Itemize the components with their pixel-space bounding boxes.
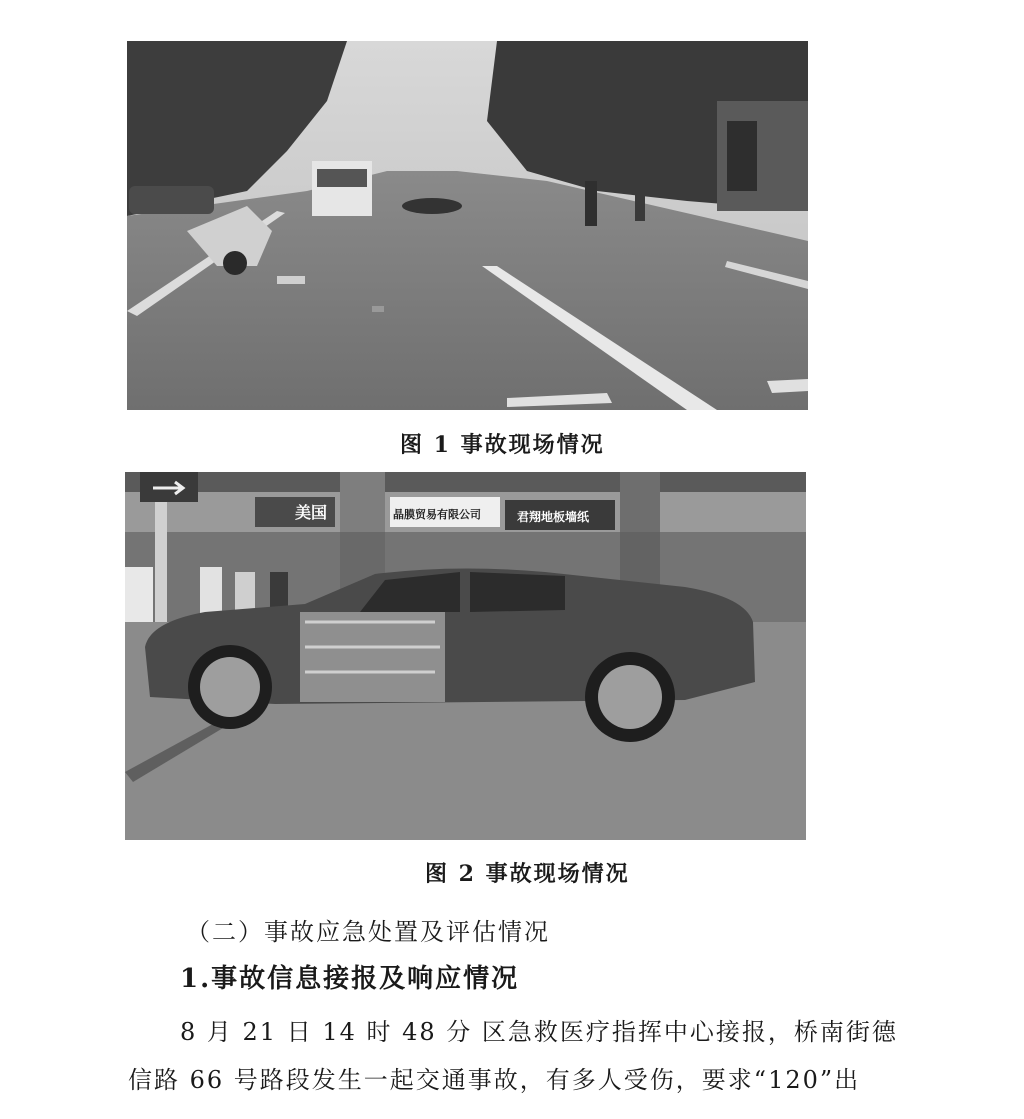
shop-sign-3: 君翔地板墙纸 <box>517 510 590 524</box>
accident-scene-photo-1 <box>127 41 808 410</box>
damaged-car-photo-2 <box>125 472 806 840</box>
paragraph-line-1: 8 月 21 日 14 时 48 分 区急救医疗指挥中心接报，桥南街德 <box>180 1018 898 1046</box>
paragraph-line-2: 信路 66 号路段发生一起交通事故，有多人受伤，要求“120”出 <box>128 1066 861 1094</box>
shop-sign-2: 晶膜贸易有限公司 <box>393 508 481 521</box>
figure-1-caption: 图 1 事故现场情况 <box>400 432 605 458</box>
figure-2-caption: 图 2 事故现场情况 <box>425 861 630 887</box>
shop-sign-1: 美国 <box>295 503 328 522</box>
sub-heading: （二）事故应急处置及评估情况 <box>186 918 550 946</box>
section-heading: 1.事故信息接报及响应情况 <box>180 964 520 994</box>
